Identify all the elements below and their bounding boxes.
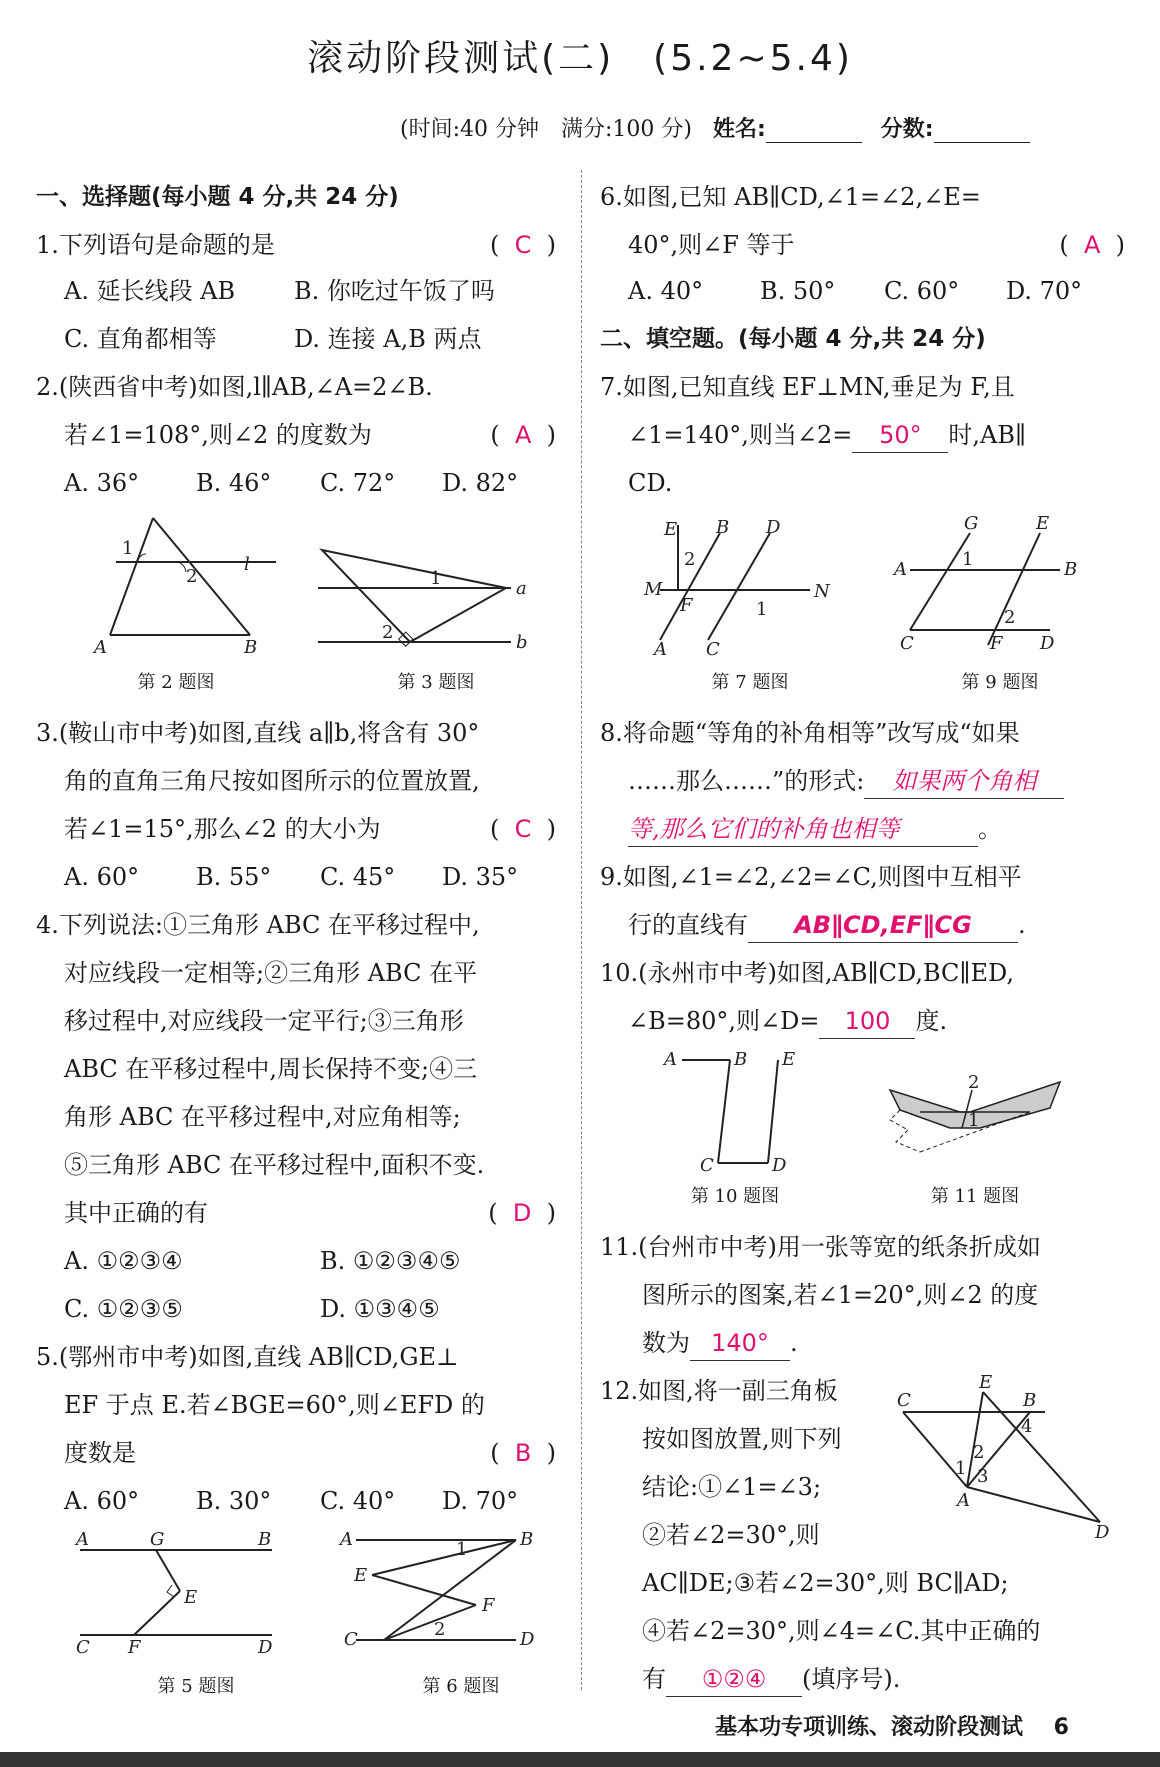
q4-answer: D: [512, 1199, 532, 1227]
q4-line-2: 对应线段一定相等;②三角形 ABC 在平: [64, 959, 478, 987]
svg-text:F: F: [128, 1637, 141, 1655]
q1-option-c: C. 直角都相等: [64, 325, 217, 353]
q5-line-1: 5.(鄂州市中考)如图,直线 AB∥CD,GE⊥: [36, 1343, 459, 1371]
svg-text:B: B: [1064, 559, 1078, 580]
q10-line-2: [628, 1004, 947, 1039]
svg-text:D: D: [258, 1637, 273, 1655]
svg-text:B: B: [244, 637, 258, 658]
q10-stem-tail: 度.: [915, 1007, 948, 1035]
q4-option-d: D. ①③④⑤: [320, 1295, 440, 1323]
svg-text:B: B: [258, 1529, 272, 1550]
question-1: [36, 228, 556, 262]
q4-line-3: 移过程中,对应线段一定平行;③三角形: [64, 1007, 464, 1035]
footer-text: 基本功专项训练、滚动阶段测试: [715, 1715, 1024, 1740]
q11-line-1: 11.(台州市中考)用一张等宽的纸条折成如: [600, 1233, 1041, 1261]
svg-text:B: B: [520, 1529, 534, 1550]
figure-q6: [336, 1525, 566, 1655]
q12-line-4: ②若∠2=30°,则: [642, 1521, 820, 1549]
svg-text:C: C: [706, 639, 720, 660]
q3-option-b: B. 55°: [196, 863, 272, 891]
q4-stem: 其中正确的有: [64, 1199, 208, 1227]
q6-option-d: D. 70°: [1006, 277, 1083, 305]
q6-line-2: [628, 228, 1125, 262]
q3-option-d: D. 35°: [442, 863, 519, 891]
caption-fig-6: 第 6 题图: [422, 1676, 500, 1697]
figure-q9: [890, 515, 1090, 660]
q8-end: 。: [978, 815, 1002, 843]
q4-line-5: 角形 ABC 在平移过程中,对应角相等;: [64, 1103, 461, 1131]
q4-option-c: C. ①②③⑤: [64, 1295, 183, 1323]
q3-line-3: [64, 812, 556, 846]
q9-end: .: [1018, 911, 1026, 939]
page-title: 滚动阶段测试(二) (5.2~5.4): [307, 38, 853, 79]
svg-text:F: F: [680, 595, 693, 616]
svg-text:b: b: [516, 632, 528, 653]
q3-line-2: 角的直角三角尺按如图所示的位置放置,: [64, 767, 480, 795]
q1-answer-box: ( C ): [489, 231, 556, 259]
figure-q3: [316, 540, 556, 660]
svg-text:G: G: [150, 1529, 165, 1550]
q8-stem: ……那么……”的形式:: [628, 767, 865, 795]
q6-option-a: A. 40°: [628, 277, 704, 305]
q8-answer-part-1[interactable]: 如果两个角相: [864, 764, 1064, 799]
q7-line-3: CD.: [628, 469, 673, 497]
q3-stem: 若∠1=15°,那么∠2 的大小为: [64, 815, 381, 843]
svg-text:1: 1: [430, 568, 442, 589]
q3-line-1: 3.(鞍山市中考)如图,直线 a∥b,将含有 30°: [36, 719, 480, 747]
svg-text:1: 1: [962, 549, 974, 570]
caption-fig-5: 第 5 题图: [157, 1676, 235, 1697]
q6-option-c: C. 60°: [884, 277, 960, 305]
svg-text:l: l: [244, 554, 250, 575]
svg-text:2: 2: [968, 1072, 980, 1093]
svg-text:G: G: [964, 515, 979, 534]
svg-text:2: 2: [382, 622, 394, 643]
q6-option-b: B. 50°: [760, 277, 836, 305]
svg-text:1: 1: [122, 538, 134, 559]
q4-option-a: A. ①②③④: [64, 1247, 183, 1275]
q2-line-2: [64, 418, 556, 452]
q3-option-c: C. 45°: [320, 863, 396, 891]
svg-text:D: D: [520, 1629, 535, 1650]
q12-line-5: AC∥DE;③若∠2=30°,则 BC∥AD;: [642, 1569, 1009, 1597]
svg-text:2: 2: [973, 1442, 985, 1463]
svg-text:2: 2: [1004, 607, 1016, 628]
svg-text:E: E: [979, 1372, 993, 1393]
q6-stem: 40°,则∠F 等于: [628, 231, 795, 259]
svg-text:E: E: [354, 1565, 368, 1586]
figure-q10: [660, 1045, 810, 1180]
svg-text:M: M: [644, 579, 663, 600]
q10-line-1: 10.(永州市中考)如图,AB∥CD,BC∥ED,: [600, 959, 1015, 987]
q6-answer-box: ( A ): [1059, 231, 1125, 259]
svg-text:D: D: [1095, 1522, 1110, 1542]
svg-text:A: A: [94, 637, 107, 658]
svg-text:E: E: [782, 1049, 796, 1070]
q8-answer-part-2[interactable]: 等,那么它们的补角也相等: [628, 812, 978, 847]
svg-text:F: F: [482, 1595, 495, 1616]
svg-text:A: A: [76, 1529, 89, 1550]
q7-stem: ∠1=140°,则当∠2=: [628, 421, 853, 449]
svg-text:A: A: [894, 559, 907, 580]
svg-text:C: C: [900, 633, 914, 654]
q5-option-a: A. 60°: [64, 1487, 140, 1515]
svg-text:3: 3: [977, 1466, 989, 1487]
q4-answer-box: ( D ): [488, 1199, 556, 1227]
q5-answer-box: ( B ): [490, 1439, 556, 1467]
svg-text:1: 1: [756, 599, 768, 620]
figure-q11: [880, 1060, 1070, 1170]
q2-answer-box: ( A ): [490, 421, 556, 449]
q9-answer[interactable]: AB∥CD,EF∥CG: [748, 908, 1018, 943]
svg-text:D: D: [766, 517, 781, 538]
svg-text:N: N: [814, 581, 830, 602]
q8-line-2: [628, 764, 1064, 799]
q12-line-2: 按如图放置,则下列: [642, 1425, 842, 1453]
svg-text:4: 4: [1021, 1416, 1033, 1437]
page-footer: [715, 1710, 1069, 1741]
svg-text:E: E: [184, 1587, 198, 1608]
q2-answer: A: [514, 421, 532, 449]
svg-text:C: C: [700, 1155, 714, 1176]
caption-fig-2: 第 2 题图: [137, 672, 215, 693]
section-choice-heading: 一、选择题(每小题 4 分,共 24 分): [36, 184, 399, 210]
svg-text:E: E: [664, 519, 678, 540]
q12-line-3: 结论:①∠1=∠3;: [642, 1473, 822, 1501]
q9-stem: 行的直线有: [628, 911, 748, 939]
svg-text:2: 2: [434, 1619, 446, 1640]
q7-line-1: 7.如图,已知直线 EF⊥MN,垂足为 F,且: [600, 373, 1015, 401]
q2-option-a: A. 36°: [64, 469, 140, 497]
caption-fig-3: 第 3 题图: [397, 672, 475, 693]
q4-line-1: 4.下列说法:①三角形 ABC 在平移过程中,: [36, 911, 480, 939]
svg-text:2: 2: [186, 566, 198, 587]
caption-fig-10: 第 10 题图: [690, 1186, 780, 1207]
caption-fig-11: 第 11 题图: [930, 1186, 1020, 1207]
q6-line-1: 6.如图,已知 AB∥CD,∠1=∠2,∠E=: [600, 183, 981, 211]
q11-line-3: [642, 1326, 798, 1361]
q5-line-3: [64, 1436, 556, 1470]
q3-option-a: A. 60°: [64, 863, 140, 891]
q5-line-2: EF 于点 E.若∠BGE=60°,则∠EFD 的: [64, 1391, 485, 1419]
name-label: 姓名:: [712, 117, 766, 142]
q12-stem: 有: [642, 1665, 666, 1693]
q11-answer[interactable]: 140°: [690, 1326, 790, 1361]
caption-fig-9: 第 9 题图: [961, 672, 1039, 693]
figure-q12: [895, 1372, 1125, 1542]
column-divider: [581, 170, 582, 1690]
section-fill-heading: 二、填空题。(每小题 4 分,共 24 分): [600, 326, 986, 352]
svg-text:E: E: [1036, 515, 1050, 534]
q1-option-b: B. 你吃过午饭了吗: [294, 277, 495, 305]
q12-line-6: ④若∠2=30°,则∠4=∠C.其中正确的: [642, 1617, 1041, 1645]
q7-line-2: [628, 418, 1026, 453]
q1-stem: 1.下列语句是命题的是: [36, 231, 275, 259]
q4-line-4: ABC 在平移过程中,周长保持不变;④三: [64, 1055, 478, 1083]
q11-line-2: 图所示的图案,若∠1=20°,则∠2 的度: [642, 1281, 1039, 1309]
q3-answer: C: [514, 815, 532, 843]
time-score-info: (时间:40 分钟 满分:100 分): [400, 117, 692, 142]
svg-text:C: C: [897, 1390, 911, 1411]
q4-line-6: ⑤三角形 ABC 在平移过程中,面积不变.: [64, 1151, 485, 1179]
q10-answer[interactable]: 100: [819, 1004, 915, 1039]
svg-text:2: 2: [684, 549, 696, 570]
q5-answer: B: [514, 1439, 532, 1467]
q8-line-1: 8.将命题“等角的补角相等”改写成“如果: [600, 719, 1020, 747]
svg-text:1: 1: [456, 1539, 468, 1560]
q10-stem: ∠B=80°,则∠D=: [628, 1007, 820, 1035]
figure-q5: [72, 1525, 312, 1655]
caption-fig-7: 第 7 题图: [711, 672, 789, 693]
q7-answer[interactable]: 50°: [852, 418, 948, 453]
name-field[interactable]: [766, 120, 862, 143]
q3-answer-box: ( C ): [489, 815, 556, 843]
q1-answer: C: [514, 231, 532, 259]
q4-line-7: [64, 1196, 556, 1230]
svg-text:B: B: [716, 517, 730, 538]
q5-option-c: C. 40°: [320, 1487, 396, 1515]
q11-stem: 数为: [642, 1329, 690, 1357]
svg-text:C: C: [344, 1629, 358, 1650]
q9-line-1: 9.如图,∠1=∠2,∠2=∠C,则图中互相平: [600, 863, 1022, 891]
svg-text:A: A: [957, 1490, 970, 1511]
q11-end: .: [790, 1329, 798, 1357]
svg-text:A: A: [664, 1049, 677, 1070]
q5-stem: 度数是: [64, 1439, 136, 1467]
score-field[interactable]: [934, 120, 1030, 143]
q12-line-1: 12.如图,将一副三角板: [600, 1377, 838, 1405]
q8-line-3: [628, 812, 1002, 847]
q6-answer: A: [1083, 231, 1101, 259]
q1-option-a: A. 延长线段 AB: [64, 277, 236, 305]
q12-stem-tail: (填序号).: [802, 1665, 901, 1693]
svg-text:1: 1: [955, 1458, 967, 1479]
svg-text:a: a: [516, 578, 527, 599]
q2-option-b: B. 46°: [196, 469, 272, 497]
q2-option-d: D. 82°: [442, 469, 519, 497]
page-number: 6: [1053, 1715, 1069, 1740]
q2-stem: 若∠1=108°,则∠2 的度数为: [64, 421, 372, 449]
header-meta: [400, 112, 1042, 143]
svg-text:C: C: [76, 1637, 90, 1655]
q12-line-7: [642, 1662, 900, 1697]
svg-text:1: 1: [968, 1110, 980, 1131]
svg-text:F: F: [990, 633, 1003, 654]
q1-option-d: D. 连接 A,B 两点: [294, 325, 482, 353]
svg-text:A: A: [654, 639, 667, 660]
svg-text:B: B: [734, 1049, 748, 1070]
q9-line-2: [628, 908, 1026, 943]
score-label: 分数:: [880, 117, 934, 142]
q4-option-b: B. ①②③④⑤: [320, 1247, 461, 1275]
svg-text:D: D: [772, 1155, 787, 1176]
q2-line-1: 2.(陕西省中考)如图,l∥AB,∠A=2∠B.: [36, 373, 433, 401]
svg-text:A: A: [340, 1529, 353, 1550]
svg-text:D: D: [1040, 633, 1055, 654]
bottom-bar: [0, 1752, 1160, 1767]
q5-option-b: B. 30°: [196, 1487, 272, 1515]
q5-option-d: D. 70°: [442, 1487, 519, 1515]
q12-answer[interactable]: ①②④: [666, 1662, 802, 1697]
figure-q7: [640, 515, 840, 660]
q7-stem-tail: 时,AB∥: [948, 421, 1027, 449]
q2-option-c: C. 72°: [320, 469, 396, 497]
figure-q2: [66, 510, 296, 660]
svg-text:B: B: [1023, 1390, 1037, 1411]
